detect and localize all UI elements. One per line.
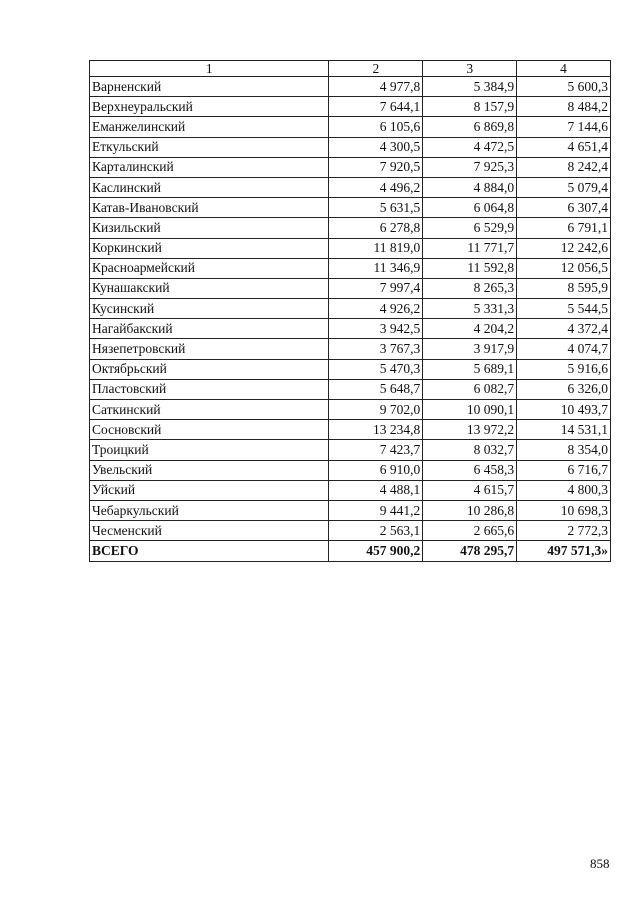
value-col-4: 12 242,6 (517, 238, 611, 258)
district-name: Нязепетровский (90, 339, 329, 359)
value-col-3: 6 082,7 (423, 379, 517, 399)
value-col-4: 10 493,7 (517, 400, 611, 420)
value-col-3: 10 286,8 (423, 500, 517, 520)
table-body (90, 77, 611, 541)
district-name: Еткульский (90, 137, 329, 157)
value-col-2: 4 926,2 (329, 299, 423, 319)
value-col-3: 10 090,1 (423, 400, 517, 420)
table-row (90, 238, 611, 258)
district-name: Чесменский (90, 521, 329, 541)
district-name: Увельский (90, 460, 329, 480)
table-row (90, 500, 611, 520)
value-col-2: 6 278,8 (329, 218, 423, 238)
district-name: Октябрьский (90, 359, 329, 379)
value-col-3: 6 529,9 (423, 218, 517, 238)
district-name: Кусинский (90, 299, 329, 319)
value-col-3: 11 771,7 (423, 238, 517, 258)
table-row (90, 379, 611, 399)
district-name: Карталинский (90, 157, 329, 177)
district-name: Сосновский (90, 420, 329, 440)
value-col-3: 6 458,3 (423, 460, 517, 480)
value-col-3: 6 064,8 (423, 198, 517, 218)
value-col-3: 5 331,3 (423, 299, 517, 319)
value-col-3: 5 689,1 (423, 359, 517, 379)
value-col-2: 7 423,7 (329, 440, 423, 460)
district-name: Уйский (90, 480, 329, 500)
district-name: Чебаркульский (90, 500, 329, 520)
table-row (90, 198, 611, 218)
value-col-2: 5 470,3 (329, 359, 423, 379)
value-col-3: 8 265,3 (423, 278, 517, 298)
district-name: Варненский (90, 77, 329, 97)
value-col-2: 2 563,1 (329, 521, 423, 541)
value-col-2: 4 488,1 (329, 480, 423, 500)
table-row (90, 177, 611, 197)
table-row (90, 400, 611, 420)
value-col-4: 8 595,9 (517, 278, 611, 298)
value-col-3: 4 615,7 (423, 480, 517, 500)
value-col-2: 7 920,5 (329, 157, 423, 177)
value-col-4: 4 372,4 (517, 319, 611, 339)
value-col-2: 7 997,4 (329, 278, 423, 298)
value-col-4: 6 791,1 (517, 218, 611, 238)
value-col-3: 8 157,9 (423, 97, 517, 117)
value-col-2: 9 441,2 (329, 500, 423, 520)
value-col-4: 4 800,3 (517, 480, 611, 500)
column-header-4: 4 (517, 61, 611, 77)
value-col-3: 3 917,9 (423, 339, 517, 359)
table-row (90, 299, 611, 319)
value-col-3: 2 665,6 (423, 521, 517, 541)
table-row (90, 97, 611, 117)
total-label: ВСЕГО (90, 541, 329, 561)
value-col-2: 4 496,2 (329, 177, 423, 197)
value-col-2: 6 910,0 (329, 460, 423, 480)
value-col-2: 3 942,5 (329, 319, 423, 339)
value-col-2: 4 300,5 (329, 137, 423, 157)
value-col-2: 5 631,5 (329, 198, 423, 218)
value-col-4: 4 651,4 (517, 137, 611, 157)
table-row (90, 157, 611, 177)
page-number: 858 (590, 856, 610, 871)
value-col-2: 4 977,8 (329, 77, 423, 97)
value-col-4: 6 307,4 (517, 198, 611, 218)
total-value-2: 457 900,2 (329, 541, 423, 561)
value-col-3: 11 592,8 (423, 258, 517, 278)
budget-table (89, 60, 611, 562)
value-col-2: 3 767,3 (329, 339, 423, 359)
value-col-4: 6 326,0 (517, 379, 611, 399)
value-col-4: 2 772,3 (517, 521, 611, 541)
value-col-2: 11 346,9 (329, 258, 423, 278)
value-col-4: 5 600,3 (517, 77, 611, 97)
value-col-2: 5 648,7 (329, 379, 423, 399)
table-row (90, 460, 611, 480)
table-row (90, 480, 611, 500)
value-col-4: 5 544,5 (517, 299, 611, 319)
district-name: Коркинский (90, 238, 329, 258)
table-row (90, 258, 611, 278)
table-row (90, 319, 611, 339)
district-name: Каслинский (90, 177, 329, 197)
table-row (90, 218, 611, 238)
value-col-4: 5 916,6 (517, 359, 611, 379)
value-col-4: 6 716,7 (517, 460, 611, 480)
district-name: Красноармейский (90, 258, 329, 278)
value-col-3: 4 472,5 (423, 137, 517, 157)
column-header-2: 2 (329, 61, 423, 77)
table-row (90, 420, 611, 440)
value-col-3: 6 869,8 (423, 117, 517, 137)
value-col-2: 6 105,6 (329, 117, 423, 137)
district-name: Кунашакский (90, 278, 329, 298)
value-col-2: 9 702,0 (329, 400, 423, 420)
value-col-3: 4 204,2 (423, 319, 517, 339)
value-col-4: 10 698,3 (517, 500, 611, 520)
table-row (90, 339, 611, 359)
total-value-3: 478 295,7 (423, 541, 517, 561)
value-col-3: 8 032,7 (423, 440, 517, 460)
table-row (90, 137, 611, 157)
table-row (90, 359, 611, 379)
value-col-4: 8 484,2 (517, 97, 611, 117)
column-header-3: 3 (423, 61, 517, 77)
district-name: Катав-Ивановский (90, 198, 329, 218)
table-row (90, 117, 611, 137)
value-col-2: 7 644,1 (329, 97, 423, 117)
value-col-3: 7 925,3 (423, 157, 517, 177)
total-row (90, 541, 611, 561)
value-col-2: 13 234,8 (329, 420, 423, 440)
district-name: Кизильский (90, 218, 329, 238)
value-col-4: 4 074,7 (517, 339, 611, 359)
district-name: Пластовский (90, 379, 329, 399)
value-col-3: 13 972,2 (423, 420, 517, 440)
table-row (90, 77, 611, 97)
value-col-4: 5 079,4 (517, 177, 611, 197)
value-col-4: 8 242,4 (517, 157, 611, 177)
district-name: Троицкий (90, 440, 329, 460)
value-col-4: 14 531,1 (517, 420, 611, 440)
column-header-1: 1 (90, 61, 329, 77)
value-col-3: 5 384,9 (423, 77, 517, 97)
table-row (90, 521, 611, 541)
district-name: Саткинский (90, 400, 329, 420)
table-row (90, 278, 611, 298)
value-col-3: 4 884,0 (423, 177, 517, 197)
total-value-4: 497 571,3» (517, 541, 611, 561)
value-col-4: 7 144,6 (517, 117, 611, 137)
district-name: Еманжелинский (90, 117, 329, 137)
value-col-4: 8 354,0 (517, 440, 611, 460)
table-header-row (90, 61, 611, 77)
value-col-2: 11 819,0 (329, 238, 423, 258)
table-row (90, 440, 611, 460)
district-name: Нагайбакский (90, 319, 329, 339)
district-name: Верхнеуральский (90, 97, 329, 117)
value-col-4: 12 056,5 (517, 258, 611, 278)
